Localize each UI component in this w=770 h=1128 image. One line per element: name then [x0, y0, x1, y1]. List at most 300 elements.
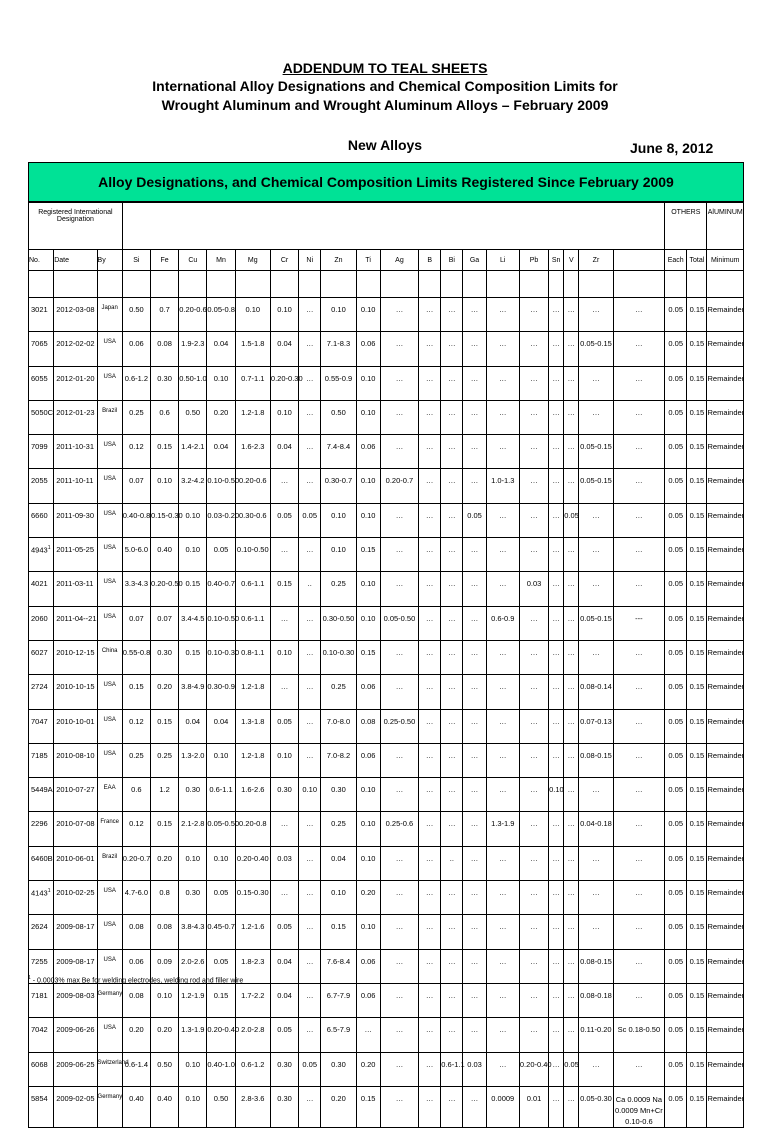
table-cell: 0.12 [122, 709, 150, 743]
table-cell: 0.20-0.6 [179, 298, 207, 332]
table-cell: 0.15 [356, 640, 380, 674]
table-cell: … [380, 538, 418, 572]
table-cell: 0.15 [687, 1018, 707, 1052]
table-cell: 7.0-8.2 [321, 743, 356, 777]
table-cell: 2009-08-17 [54, 949, 97, 983]
table-cell: … [486, 983, 519, 1017]
table-cell: 0.15 [687, 743, 707, 777]
table-cell: 1.0-1.3 [486, 469, 519, 503]
table-cell: … [613, 983, 665, 1017]
table-cell: 0.10 [179, 1052, 207, 1086]
spacer-cell [179, 271, 207, 298]
table-cell: … [380, 640, 418, 674]
table-cell: 0.05 [665, 572, 687, 606]
table-cell: … [549, 503, 564, 537]
table-cell: China [97, 640, 122, 674]
title-line-3: Wrought Aluminum and Wrought Aluminum Alloys – February 2009 [161, 97, 609, 113]
alloy-number: 6027 [31, 647, 48, 657]
table-cell: 0.20-0.40 [235, 846, 270, 880]
table-cell: 0.6-1.1 [441, 1052, 463, 1086]
column-header: Ti [356, 250, 380, 271]
alloy-number: 7185 [31, 750, 48, 760]
table-cell: 7.1-8.3 [321, 332, 356, 366]
spacer-cell [150, 271, 178, 298]
column-header: Fe [150, 250, 178, 271]
table-cell: … [270, 469, 298, 503]
table-cell: 1.2-1.6 [235, 915, 270, 949]
table-cell: 2.8-3.6 [235, 1086, 270, 1127]
table-cell: … [564, 915, 579, 949]
table-cell: Brazil [97, 846, 122, 880]
table-cell: 0.08 [122, 983, 150, 1017]
table-cell: … [299, 640, 321, 674]
table-cell: … [549, 332, 564, 366]
table-cell: … [564, 812, 579, 846]
table-cell: 1.2-1.9 [179, 983, 207, 1017]
alloy-table [28, 202, 744, 1128]
table-cell: … [549, 709, 564, 743]
aluminum-header: AlUMINUM [707, 203, 744, 250]
table-cell: … [380, 915, 418, 949]
table-cell: … [564, 366, 579, 400]
table-cell: 0.10 [356, 812, 380, 846]
table-cell: … [613, 915, 665, 949]
table-cell: … [579, 538, 613, 572]
table-cell: 2011-10-11 [54, 469, 97, 503]
table-cell: … [441, 366, 463, 400]
table-cell: 0.15 [687, 435, 707, 469]
table-cell: … [549, 469, 564, 503]
table-cell: 0.50 [207, 1086, 235, 1127]
table-cell: Remainder [707, 298, 744, 332]
table-cell: … [380, 435, 418, 469]
table-cell [29, 1086, 54, 1127]
table-cell: … [549, 400, 564, 434]
table-cell: 0.15 [687, 881, 707, 915]
table-cell: … [419, 503, 441, 537]
table-cell: … [486, 709, 519, 743]
table-cell: … [463, 949, 486, 983]
table-cell: … [299, 675, 321, 709]
table-cell: 0.05 [665, 435, 687, 469]
table-cell: 4.7-6.0 [122, 881, 150, 915]
table-cell [29, 881, 54, 915]
table-cell: 0.30 [179, 881, 207, 915]
table-cell: Switzerland [97, 1052, 122, 1086]
table-cell: 0.15-0.30 [235, 881, 270, 915]
table-cell: 0.04-0.18 [579, 812, 613, 846]
table-cell: 0.30 [150, 366, 178, 400]
table-cell: … [419, 298, 441, 332]
table-cell: 0.08 [150, 332, 178, 366]
table-cell: 0.25 [321, 675, 356, 709]
table-cell: Remainder [707, 915, 744, 949]
table-row [29, 1086, 744, 1127]
table-row [29, 332, 744, 366]
table-cell: … [270, 881, 298, 915]
footnote-ref: 1 [47, 888, 51, 895]
table-cell: … [519, 1018, 548, 1052]
table-cell: 0.05-0.8 [207, 298, 235, 332]
table-cell: … [613, 332, 665, 366]
table-cell: … [486, 503, 519, 537]
alloy-number: 7181 [31, 990, 48, 1000]
table-cell: 2009-08-03 [54, 983, 97, 1017]
table-cell: 0.15 [687, 332, 707, 366]
table-cell: … [299, 400, 321, 434]
table-cell: Brazil [97, 400, 122, 434]
table-cell [29, 366, 54, 400]
table-cell: … [270, 538, 298, 572]
column-header: By [97, 250, 122, 271]
table-cell: 0.05 [665, 743, 687, 777]
table-cell: … [613, 949, 665, 983]
table-cell: … [549, 572, 564, 606]
table-cell: … [463, 332, 486, 366]
table-cell: 0.05 [665, 846, 687, 880]
table-cell: … [549, 538, 564, 572]
table-cell: … [441, 640, 463, 674]
table-cell: … [380, 846, 418, 880]
table-cell: 0.10 [321, 298, 356, 332]
table-cell: … [380, 366, 418, 400]
table-cell: … [299, 1018, 321, 1052]
table-cell: … [579, 572, 613, 606]
table-cell: … [519, 778, 548, 812]
table-cell: 7.0-8.0 [321, 709, 356, 743]
table-cell: … [549, 983, 564, 1017]
spacer-cell [97, 271, 122, 298]
table-cell: … [299, 435, 321, 469]
table-cell: 1.2 [150, 778, 178, 812]
table-cell: 1.3-2.0 [179, 743, 207, 777]
table-cell: 0.04 [321, 846, 356, 880]
section-new-alloys: New Alloys [347, 137, 423, 153]
table-cell: … [549, 435, 564, 469]
table-cell: Remainder [707, 606, 744, 640]
table-cell: 0.10 [150, 983, 178, 1017]
table-cell: … [380, 778, 418, 812]
table-cell: 0.06 [356, 435, 380, 469]
table-cell: 0.04 [207, 709, 235, 743]
table-cell: 0.30 [179, 778, 207, 812]
table-cell: 0.15 [179, 572, 207, 606]
table-cell: 0.10 [270, 298, 298, 332]
table-cell: … [579, 846, 613, 880]
table-cell: 0.15 [687, 640, 707, 674]
table-cell: 2009-08-17 [54, 915, 97, 949]
table-cell: 0.04 [270, 332, 298, 366]
table-cell: 0.05 [665, 400, 687, 434]
table-cell: 0.10 [356, 572, 380, 606]
table-cell [29, 469, 54, 503]
table-cell: 1.6-2.3 [235, 435, 270, 469]
table-cell: 0.10 [356, 778, 380, 812]
table-cell: 0.06 [122, 949, 150, 983]
table-cell: … [486, 675, 519, 709]
table-cell: 2.0-2.8 [235, 1018, 270, 1052]
table-cell: 0.15 [687, 1052, 707, 1086]
table-cell: 0.30 [270, 778, 298, 812]
table-cell: … [299, 366, 321, 400]
table-cell: 0.08 [150, 915, 178, 949]
alloy-number: 5050C [31, 407, 54, 417]
table-cell: 0.06 [356, 949, 380, 983]
table-cell: … [486, 1052, 519, 1086]
table-cell: 0.40 [150, 538, 178, 572]
table-cell: USA [97, 881, 122, 915]
table-cell: … [519, 400, 548, 434]
table-cell: 0.15 [687, 572, 707, 606]
table-cell: 0.10 [207, 366, 235, 400]
table-cell: 2010-08-10 [54, 743, 97, 777]
table-cell [29, 572, 54, 606]
table-cell: … [419, 812, 441, 846]
table-cell: … [299, 1086, 321, 1127]
table-cell: 0.30 [321, 1052, 356, 1086]
table-cell: … [463, 538, 486, 572]
table-cell: 0.10 [235, 298, 270, 332]
table-cell: … [564, 709, 579, 743]
table-cell: 0.45-0.7 [207, 915, 235, 949]
table-cell: 0.0009 [486, 1086, 519, 1127]
table-cell: 0.05 [564, 503, 579, 537]
table-cell: … [419, 469, 441, 503]
table-cell: 0.6-1.2 [122, 366, 150, 400]
table-cell: 0.05 [665, 1086, 687, 1127]
table-cell: … [299, 846, 321, 880]
table-cell: 0.05 [270, 503, 298, 537]
table-cell: … [380, 881, 418, 915]
table-cell: 0.15 [150, 812, 178, 846]
table-cell: 0.05 [665, 812, 687, 846]
title-addendum: ADDENDUM TO TEAL SHEETS [282, 60, 488, 76]
table-cell: … [299, 881, 321, 915]
table-cell: 0.15 [687, 366, 707, 400]
table-row [29, 778, 744, 812]
table-cell: 0.15 [687, 538, 707, 572]
table-cell: 0.10 [299, 778, 321, 812]
table-cell [29, 675, 54, 709]
table-cell: 0.05 [299, 1052, 321, 1086]
table-cell: … [564, 1018, 579, 1052]
table-cell: 0.15 [150, 435, 178, 469]
table-cell: 0.04 [179, 709, 207, 743]
table-cell: 0.30 [270, 1052, 298, 1086]
table-cell: … [441, 435, 463, 469]
table-cell: … [463, 1018, 486, 1052]
table-cell: … [419, 538, 441, 572]
table-cell: 0.10 [356, 915, 380, 949]
table-cell: … [613, 366, 665, 400]
table-cell: … [463, 1086, 486, 1127]
table-cell: … [613, 1052, 665, 1086]
table-cell: 0.10-0.50 [207, 606, 235, 640]
table-cell: 0.10 [150, 469, 178, 503]
table-cell: … [463, 572, 486, 606]
table-cell: … [441, 675, 463, 709]
table-cell: 0.20 [207, 400, 235, 434]
footnote-text: - 0.0003% max Be for welding electrodes, welding rod and filler wire [32, 977, 244, 985]
table-cell: 0.15 [687, 1086, 707, 1127]
table-cell: 0.05 [665, 915, 687, 949]
table-cell: … [441, 469, 463, 503]
table-cell: … [486, 846, 519, 880]
table-cell: 0.50 [122, 298, 150, 332]
table-cell: … [463, 778, 486, 812]
table-cell: … [419, 881, 441, 915]
table-cell: 0.10-0.30 [207, 640, 235, 674]
table-cell: 0.40 [150, 1086, 178, 1127]
alloy-number: 7099 [31, 442, 48, 452]
table-cell: 0.10 [270, 743, 298, 777]
table-cell: … [564, 332, 579, 366]
table-cell: … [549, 846, 564, 880]
table-cell: 0.10 [179, 503, 207, 537]
table-cell: … [380, 332, 418, 366]
table-cell [29, 983, 54, 1017]
table-cell: … [463, 400, 486, 434]
alloy-number: 2055 [31, 476, 48, 486]
alloy-number: 6460B [31, 853, 53, 863]
table-cell: 3.8-4.9 [179, 675, 207, 709]
table-cell: … [463, 366, 486, 400]
table-cell: 0.15 [687, 675, 707, 709]
table-cell: … [299, 298, 321, 332]
table-cell: … [579, 366, 613, 400]
table-cell: 0.20-0.40 [519, 1052, 548, 1086]
table-cell: Remainder [707, 778, 744, 812]
table-cell: … [486, 881, 519, 915]
table-cell: … [441, 1086, 463, 1127]
table-cell: 0.30-0.6 [235, 503, 270, 537]
column-header: Mn [207, 250, 235, 271]
table-cell: 0.15 [356, 1086, 380, 1127]
table-cell: … [549, 1086, 564, 1127]
table-cell: 0.05 [463, 503, 486, 537]
table-cell: USA [97, 606, 122, 640]
table-cell: … [419, 915, 441, 949]
blank-header [122, 203, 664, 250]
table-cell: 1.2-1.8 [235, 675, 270, 709]
table-cell: … [564, 846, 579, 880]
table-row [29, 881, 744, 915]
table-cell: 0.15 [687, 503, 707, 537]
table-cell: 0.12 [122, 435, 150, 469]
table-cell: 0.10-0.30 [321, 640, 356, 674]
table-cell [29, 743, 54, 777]
table-cell: 0.03-0.20 [207, 503, 235, 537]
table-cell [29, 1052, 54, 1086]
table-cell: 1.2-1.8 [235, 743, 270, 777]
table-cell: USA [97, 469, 122, 503]
table-cell: 0.20-0.8 [235, 812, 270, 846]
table-cell: … [549, 1052, 564, 1086]
table-cell: … [564, 675, 579, 709]
table-cell: … [441, 915, 463, 949]
table-cell: 0.10 [321, 503, 356, 537]
table-cell: … [564, 400, 579, 434]
table-cell: 0.06 [122, 332, 150, 366]
table-cell: Remainder [707, 949, 744, 983]
table-cell: … [419, 1086, 441, 1127]
table-cell: 1.8-2.3 [235, 949, 270, 983]
table-cell: 0.06 [356, 675, 380, 709]
table-cell: USA [97, 709, 122, 743]
title-line-2: International Alloy Designations and Chemical Composition Limits for [152, 78, 618, 94]
table-cell: … [613, 435, 665, 469]
table-cell: 0.05 [665, 949, 687, 983]
table-cell: … [519, 812, 548, 846]
spacer-cell [519, 271, 548, 298]
table-cell: 0.10 [356, 366, 380, 400]
table-row [29, 709, 744, 743]
table-cell: Japan [97, 298, 122, 332]
table-cell: … [419, 435, 441, 469]
table-cell: 0.10 [321, 881, 356, 915]
table-cell [29, 778, 54, 812]
table-cell: … [486, 778, 519, 812]
table-cell: 0.05 [270, 709, 298, 743]
table-cell: … [549, 606, 564, 640]
table-cell: 2.0-2.6 [179, 949, 207, 983]
table-cell: 0.15 [687, 812, 707, 846]
table-cell: … [519, 949, 548, 983]
table-cell: 0.05 [665, 606, 687, 640]
spacer-cell [549, 271, 564, 298]
table-cell: 0.6-1.1 [235, 572, 270, 606]
table-cell: USA [97, 949, 122, 983]
table-cell: 0.05 [665, 503, 687, 537]
table-cell: Remainder [707, 881, 744, 915]
footnote-mark: 1 [28, 975, 31, 981]
table-cell: … [441, 743, 463, 777]
table-cell: 3.4-4.5 [179, 606, 207, 640]
table-cell: 0.05 [207, 881, 235, 915]
table-cell: 0.10-0.50 [207, 469, 235, 503]
table-cell: … [613, 640, 665, 674]
table-cell: Remainder [707, 743, 744, 777]
table-cell: 2011-09-30 [54, 503, 97, 537]
table-cell: … [613, 298, 665, 332]
table-cell: … [463, 640, 486, 674]
table-cell: … [486, 332, 519, 366]
table-cell: … [441, 1018, 463, 1052]
table-cell: Remainder [707, 846, 744, 880]
table-cell: … [579, 778, 613, 812]
alloy-number: 7042 [31, 1025, 48, 1035]
table-cell: 0.8-1.1 [235, 640, 270, 674]
table-cell: … [564, 538, 579, 572]
table-cell: … [299, 915, 321, 949]
table-cell: USA [97, 538, 122, 572]
table-cell: … [419, 778, 441, 812]
table-cell: 0.6-0.9 [486, 606, 519, 640]
column-header: No. [29, 250, 54, 271]
table-cell: 0.15 [122, 675, 150, 709]
table-cell: Remainder [707, 1018, 744, 1052]
table-cell: 0.10 [356, 298, 380, 332]
spacer-cell [486, 271, 519, 298]
table-cell: 0.10 [270, 400, 298, 434]
table-row [29, 435, 744, 469]
spacer-cell [356, 271, 380, 298]
spacer-cell [270, 271, 298, 298]
table-cell: 0.20 [150, 675, 178, 709]
table-cell: … [549, 812, 564, 846]
table-cell [29, 538, 54, 572]
table-cell: 0.10 [356, 846, 380, 880]
